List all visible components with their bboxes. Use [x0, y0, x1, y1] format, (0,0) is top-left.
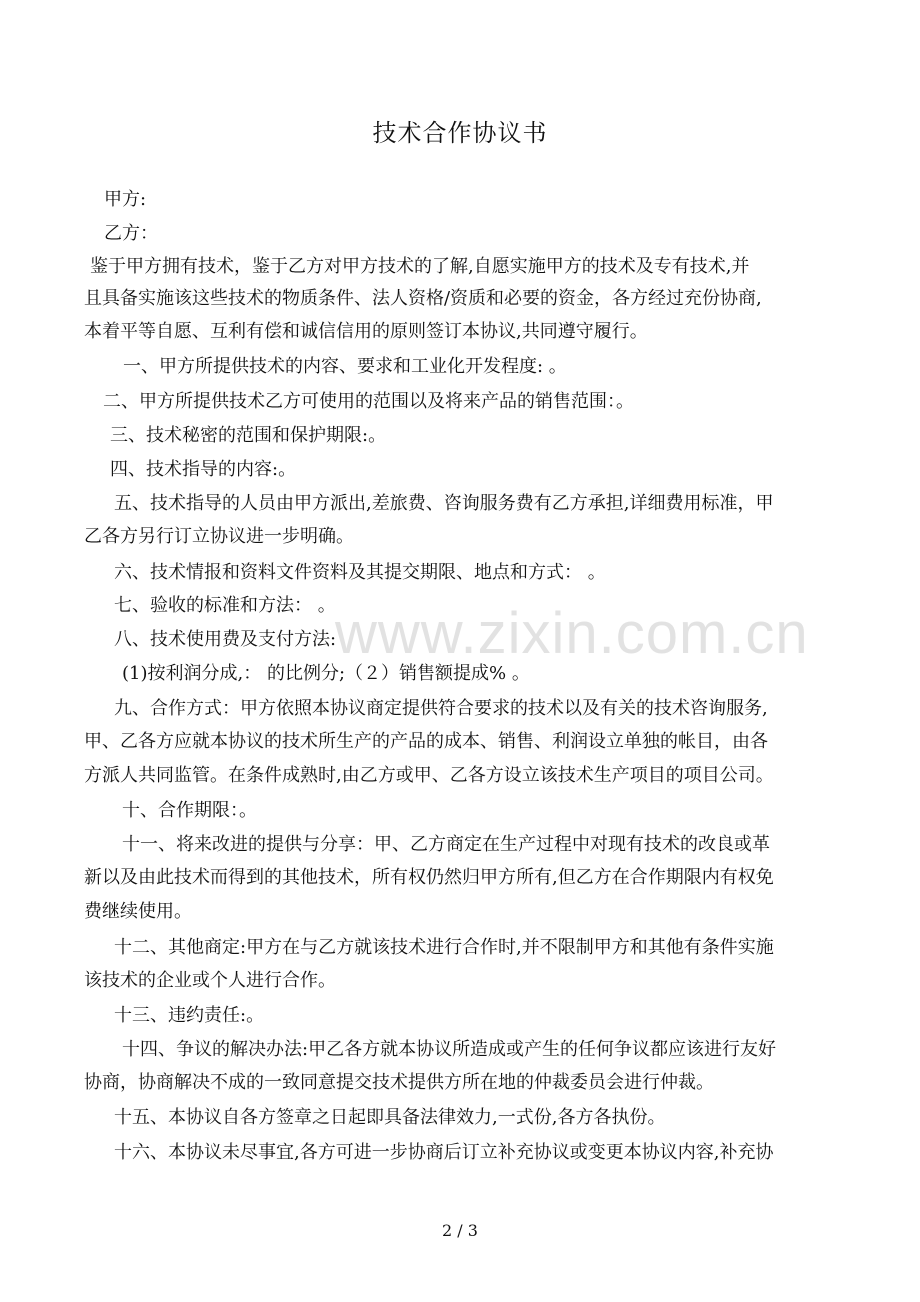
paragraph-line: 新以及由此技术而得到的其他技术，所有权仍然归甲方所有,但乙方在合作期限内有权免 — [84, 867, 774, 888]
paragraph-line: 十一、将来改进的提供与分享：甲、乙方商定在生产过程中对现有技术的改良或革 — [122, 834, 770, 855]
paragraph-line: 方派人共同监管。在条件成熟时,由乙方或甲、乙各方设立该技术生产项目的项目公司。 — [84, 765, 774, 786]
paragraph-line: 费继续使用。 — [84, 901, 192, 922]
paragraph-line: 该技术的企业或个人进行合作。 — [84, 970, 336, 991]
paragraph-line: 乙方： — [104, 223, 158, 244]
paragraph-line: 五、技术指导的人员由甲方派出,差旅费、咨询服务费有乙方承担,详细费用标准，甲 — [114, 493, 774, 514]
document-title: 技术合作协议书 — [372, 119, 548, 147]
paragraph-line: 本着平等自愿、互利有偿和诚信信用的原则签订本协议,共同遵守履行。 — [84, 321, 648, 342]
paragraph-line: 十三、违约责任:。 — [114, 1005, 265, 1026]
paragraph-line: 三、技术秘密的范围和保护期限:。 — [110, 425, 387, 446]
paragraph-line: 六、技术情报和资料文件资料及其提交期限、地点和方式： 。 — [114, 562, 606, 583]
paragraph-line: 十、合作期限：。 — [122, 800, 257, 821]
paragraph-line: 十四、争议的解决办法:甲乙各方就本协议所造成或产生的任何争议都应该进行友好 — [122, 1039, 777, 1060]
paragraph-line: 四、技术指导的内容:。 — [110, 459, 297, 480]
paragraph-line: 鉴于甲方拥有技术，鉴于乙方对甲方技术的了解,自愿实施甲方的技术及专有技术,并 — [90, 256, 750, 277]
paragraph-line: 一、甲方所提供技术的内容、要求和工业化开发程度: 。 — [123, 356, 567, 377]
page-number: 2 / 3 — [442, 1221, 478, 1240]
paragraph-line: 乙各方另行订立协议进一步明确。 — [84, 526, 354, 547]
paragraph-line: 协商，协商解决不成的一致同意提交技术提供方所在地的仲裁委员会进行仲裁。 — [84, 1072, 714, 1093]
paragraph-line: 且具备实施该这些技术的物质条件、法人资格/资质和必要的资金，各方经过充份协商, — [84, 288, 762, 309]
paragraph-line: 七、验收的标准和方法： 。 — [114, 595, 336, 616]
paragraph-line: 十二、其他商定:甲方在与乙方就该技术进行合作时,并不限制甲方和其他有条件实施 — [114, 937, 774, 958]
paragraph-line: 十六、本协议未尽事宜,各方可进一步协商后订立补充协议或变更本协议内容,补充协 — [114, 1142, 774, 1163]
watermark: www.zixin.com.cn — [335, 601, 809, 666]
paragraph-line: 十五、本协议自各方签章之日起即具备法律效力,一式份,各方各执份。 — [114, 1107, 666, 1128]
paragraph-line: 甲方: — [104, 189, 147, 210]
paragraph-line: 八、技术使用费及支付方法: — [114, 629, 337, 650]
paragraph-line: 二、甲方所提供技术乙方可使用的范围以及将来产品的销售范围：。 — [103, 391, 634, 412]
paragraph-line: 九、合作方式：甲方依照本协议商定提供符合要求的技术以及有关的技术咨询服务, — [114, 698, 768, 719]
paragraph-line: (1)按利润分成,： 的比例分;（２）销售额提成% 。 — [122, 663, 530, 684]
paragraph-line: 甲、乙各方应就本协议的技术所生产的产品的成本、销售、利润设立单独的帐目，由各 — [84, 731, 768, 752]
